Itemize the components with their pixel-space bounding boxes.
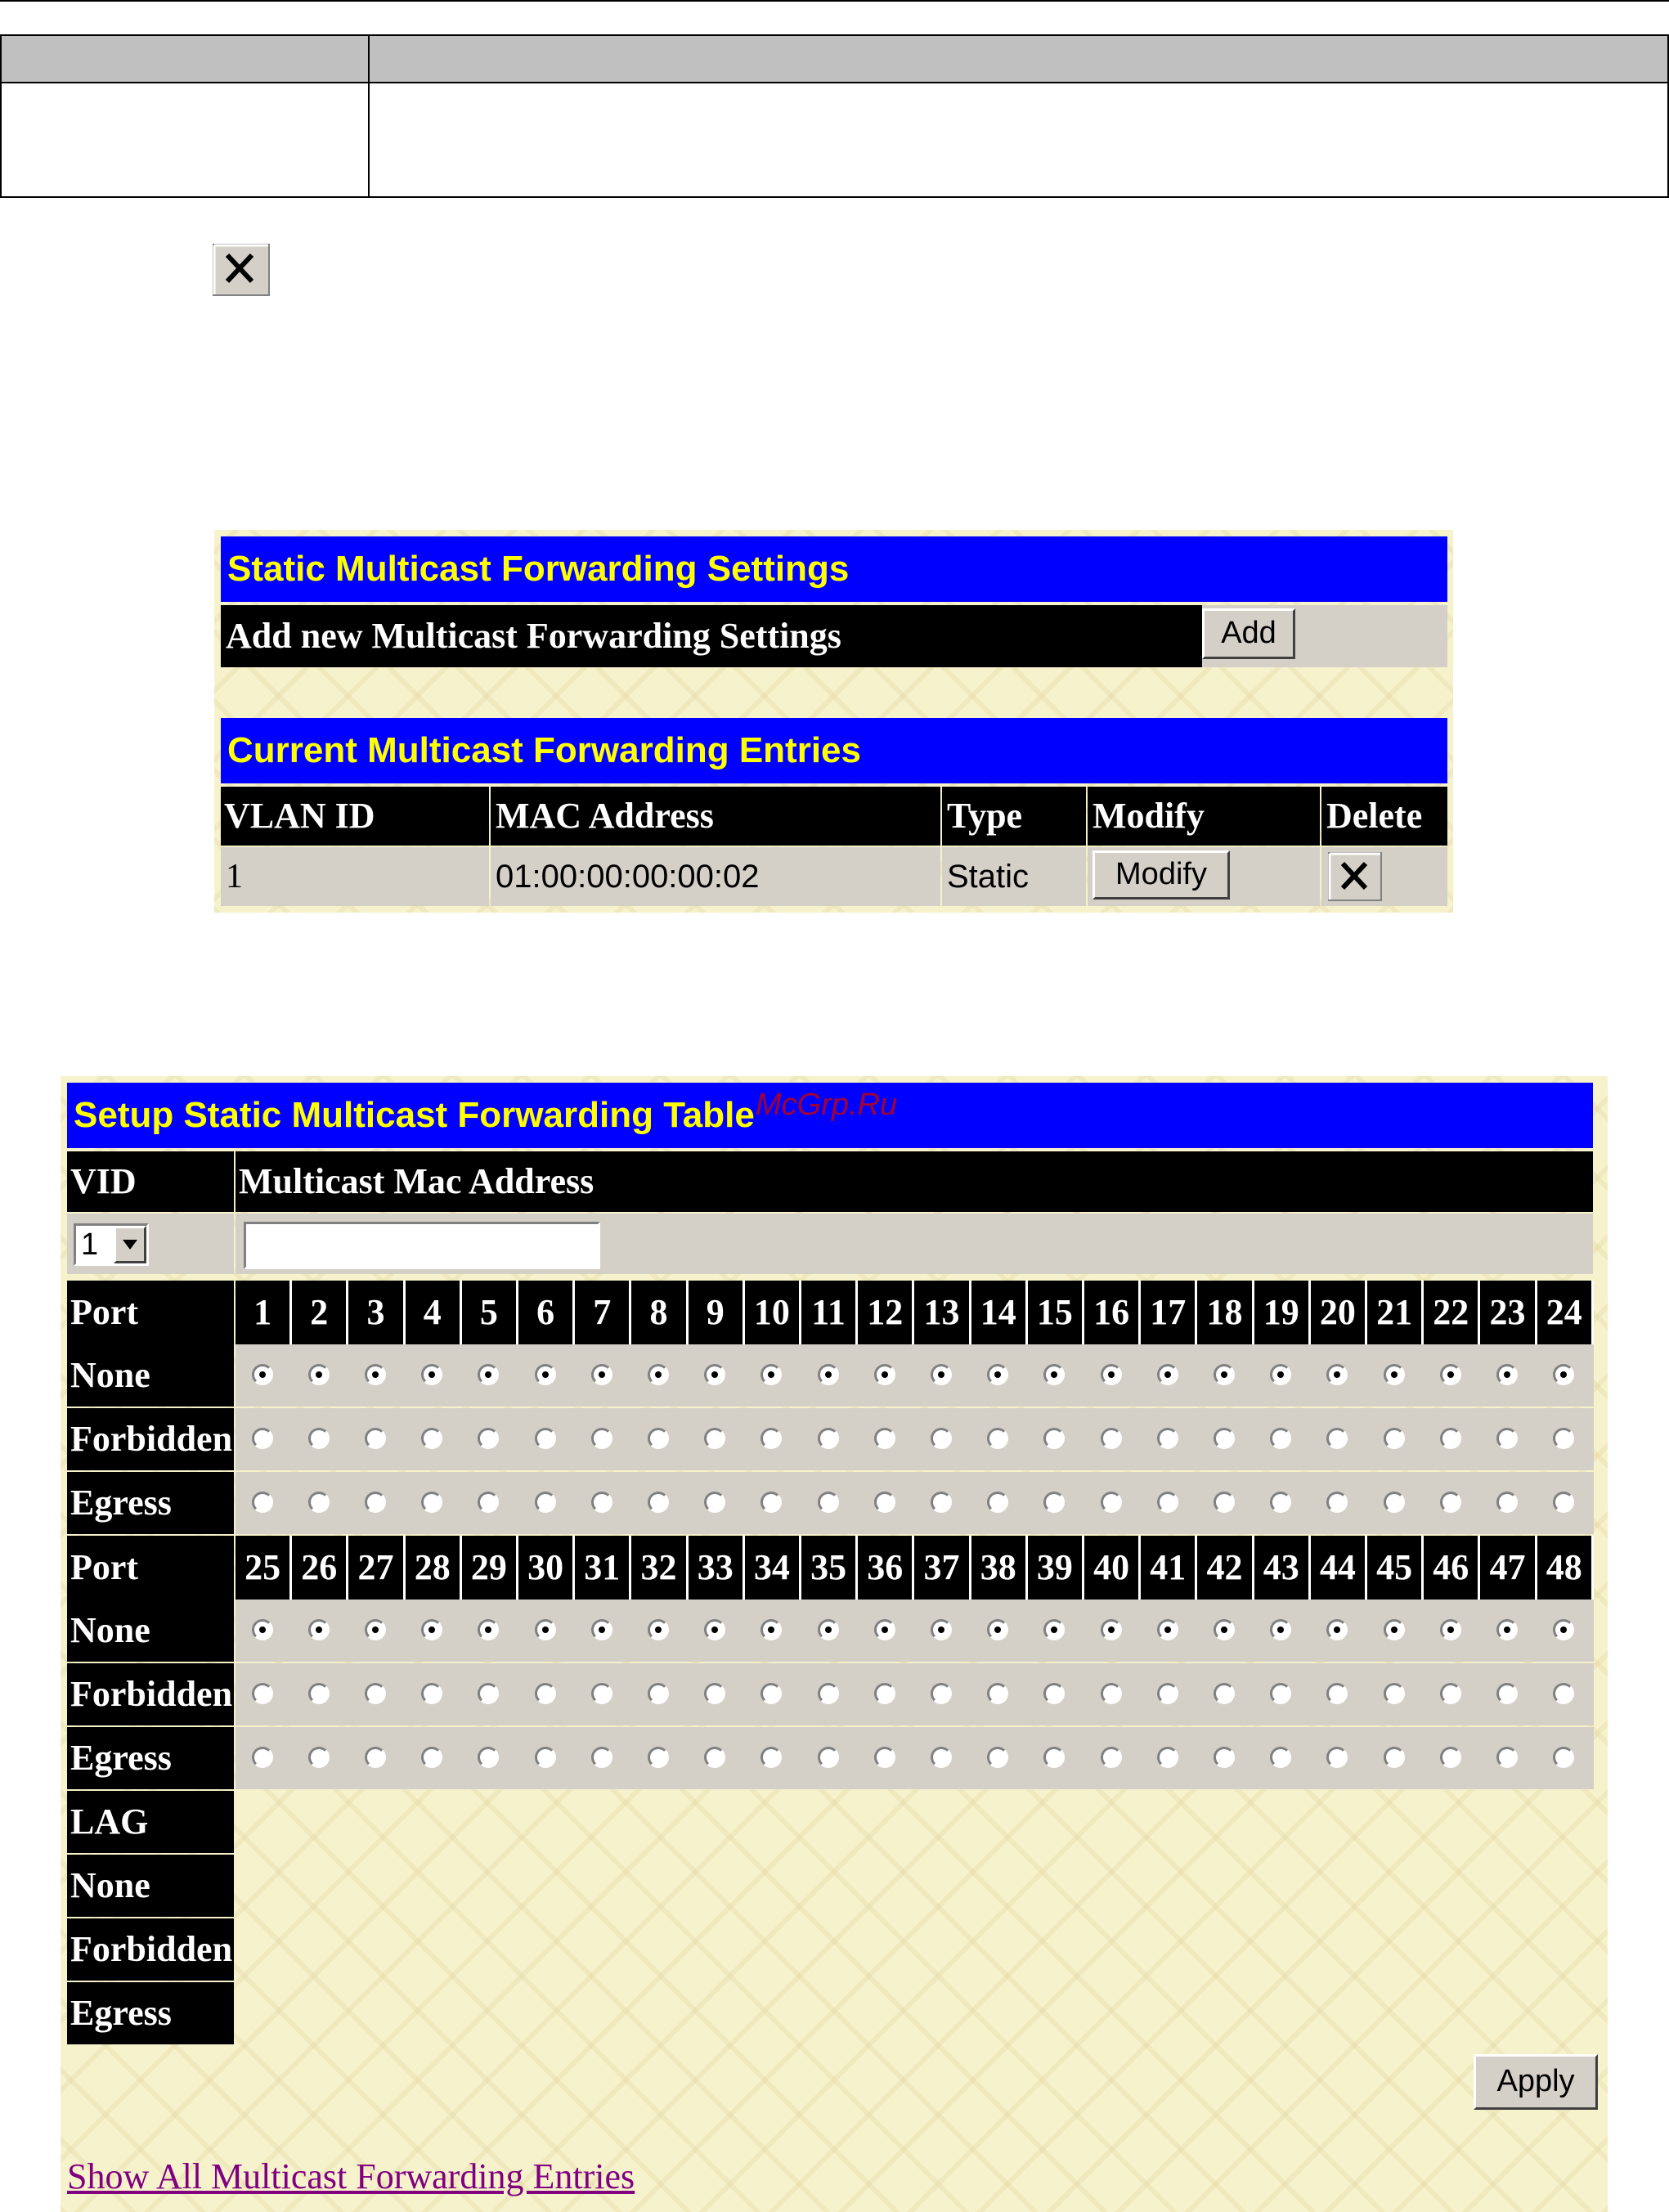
port-egress-radio[interactable] bbox=[421, 1747, 442, 1768]
port-forbidden-radio[interactable] bbox=[1157, 1428, 1178, 1449]
port-forbidden-radio[interactable] bbox=[1553, 1428, 1574, 1449]
port-egress-radio[interactable] bbox=[1101, 1492, 1122, 1513]
port-egress-radio[interactable] bbox=[987, 1747, 1008, 1768]
port-forbidden-radio[interactable] bbox=[535, 1428, 556, 1449]
port-none-radio[interactable] bbox=[421, 1364, 442, 1385]
port-none-radio[interactable] bbox=[874, 1364, 895, 1385]
port-forbidden-radio[interactable] bbox=[818, 1428, 839, 1449]
port-none-radio[interactable] bbox=[365, 1364, 386, 1385]
port-number: 28 bbox=[406, 1536, 462, 1600]
port-forbidden-radio[interactable] bbox=[1270, 1428, 1291, 1449]
port-number: 15 bbox=[1028, 1281, 1084, 1344]
port-egress-radio[interactable] bbox=[704, 1492, 725, 1513]
port-forbidden-radio[interactable] bbox=[1384, 1683, 1405, 1704]
port-number: 21 bbox=[1367, 1281, 1424, 1344]
port-none-radio[interactable] bbox=[818, 1364, 839, 1385]
setup-table-title: Setup Static Multicast Forwarding Table bbox=[67, 1083, 1593, 1148]
port-number: 8 bbox=[631, 1281, 688, 1344]
port-egress-radio[interactable] bbox=[308, 1747, 330, 1768]
port-egress-radio[interactable] bbox=[1440, 1747, 1461, 1768]
vid-header: VID bbox=[67, 1151, 234, 1212]
current-entries-title: Current Multicast Forwarding Entries bbox=[221, 718, 1447, 783]
port-row-label: Port bbox=[67, 1281, 234, 1344]
port-forbidden-radio[interactable] bbox=[704, 1683, 725, 1704]
port-egress-radio[interactable] bbox=[704, 1747, 725, 1768]
port-forbidden-radio[interactable] bbox=[365, 1683, 386, 1704]
port-egress-radio[interactable] bbox=[874, 1747, 895, 1768]
port-egress-radio[interactable] bbox=[648, 1492, 669, 1513]
port-forbidden-radio[interactable] bbox=[648, 1683, 669, 1704]
port-none-radio[interactable] bbox=[308, 1364, 330, 1385]
port-none-radio[interactable] bbox=[987, 1619, 1008, 1640]
port-number: 26 bbox=[292, 1536, 348, 1600]
port-none-radio[interactable] bbox=[648, 1619, 669, 1640]
port-number: 42 bbox=[1197, 1536, 1254, 1600]
port-number: 17 bbox=[1141, 1281, 1197, 1344]
port-number: 5 bbox=[462, 1281, 518, 1344]
port-number: 32 bbox=[631, 1536, 688, 1600]
port-egress-radio[interactable] bbox=[535, 1492, 556, 1513]
static-multicast-panel bbox=[214, 530, 1453, 913]
port-egress-radio[interactable] bbox=[1553, 1492, 1574, 1513]
port-number: 6 bbox=[518, 1281, 575, 1344]
port-none-radio[interactable] bbox=[1553, 1619, 1574, 1640]
port-none-radio[interactable] bbox=[1440, 1364, 1461, 1385]
port-egress-radio[interactable] bbox=[308, 1492, 330, 1513]
port-none-radio[interactable] bbox=[648, 1364, 669, 1385]
port-number: 2 bbox=[292, 1281, 348, 1344]
port-number: 3 bbox=[348, 1281, 405, 1344]
add-settings-label: Add new Multicast Forwarding Settings bbox=[221, 605, 1202, 667]
entry-vlan-id: 1 bbox=[221, 847, 489, 906]
port-forbidden-radio[interactable] bbox=[1440, 1428, 1461, 1449]
port-none-radio[interactable] bbox=[308, 1619, 330, 1640]
port-egress-radio[interactable] bbox=[252, 1747, 273, 1768]
delete-entry-icon[interactable] bbox=[1328, 852, 1382, 901]
top-rule bbox=[0, 0, 1669, 2]
port-number: 31 bbox=[575, 1536, 631, 1600]
multicast-mac-input[interactable] bbox=[244, 1222, 600, 1269]
port-number: 41 bbox=[1141, 1536, 1197, 1600]
port-none-radio[interactable] bbox=[365, 1619, 386, 1640]
port-none-radio[interactable] bbox=[591, 1364, 612, 1385]
port-none-radio[interactable] bbox=[1384, 1619, 1405, 1640]
port-forbidden-radio[interactable] bbox=[591, 1683, 612, 1704]
col-modify: Modify bbox=[1088, 787, 1320, 846]
port-number: 33 bbox=[689, 1536, 745, 1600]
port-forbidden-radio[interactable] bbox=[874, 1683, 895, 1704]
port-none-radio[interactable] bbox=[1384, 1364, 1405, 1385]
port-none-radio[interactable] bbox=[1157, 1364, 1178, 1385]
col-vlan-id: VLAN ID bbox=[221, 787, 489, 846]
watermark-text: McGrp.Ru bbox=[756, 1088, 898, 1122]
port-egress-radio[interactable] bbox=[1384, 1492, 1405, 1513]
port-egress-radio[interactable] bbox=[1553, 1747, 1574, 1768]
port-none-radio[interactable] bbox=[252, 1619, 273, 1640]
vid-select-value: 1 bbox=[81, 1227, 99, 1262]
port-none-radio[interactable] bbox=[874, 1619, 895, 1640]
mode-row-label: Forbidden bbox=[67, 1663, 234, 1725]
lag-egress-label: Egress bbox=[67, 1982, 234, 2044]
port-number: 14 bbox=[971, 1281, 1028, 1344]
port-forbidden-radio[interactable] bbox=[591, 1428, 612, 1449]
doc-table-divider bbox=[368, 36, 370, 196]
port-forbidden-radio[interactable] bbox=[252, 1683, 273, 1704]
port-number: 9 bbox=[689, 1281, 745, 1344]
port-none-radio[interactable] bbox=[818, 1619, 839, 1640]
port-forbidden-radio[interactable] bbox=[308, 1683, 330, 1704]
port-egress-radio[interactable] bbox=[365, 1747, 386, 1768]
port-none-radio[interactable] bbox=[591, 1619, 612, 1640]
port-number: 27 bbox=[348, 1536, 405, 1600]
port-forbidden-radio[interactable] bbox=[1214, 1428, 1235, 1449]
port-none-radio[interactable] bbox=[535, 1364, 556, 1385]
apply-button[interactable]: Apply bbox=[1474, 2054, 1598, 2110]
port-forbidden-radio[interactable] bbox=[987, 1683, 1008, 1704]
port-egress-radio[interactable] bbox=[1270, 1747, 1291, 1768]
port-none-radio[interactable] bbox=[704, 1619, 725, 1640]
entry-type: Static bbox=[942, 847, 1086, 906]
port-none-radio[interactable] bbox=[1496, 1619, 1518, 1640]
port-number: 7 bbox=[575, 1281, 631, 1344]
entry-mac-address: 01:00:00:00:00:02 bbox=[491, 847, 940, 906]
col-type: Type bbox=[942, 787, 1086, 846]
port-number: 36 bbox=[858, 1536, 914, 1600]
port-forbidden-radio[interactable] bbox=[931, 1683, 952, 1704]
port-egress-radio[interactable] bbox=[591, 1492, 612, 1513]
port-forbidden-radio[interactable] bbox=[874, 1428, 895, 1449]
port-forbidden-radio[interactable] bbox=[1270, 1683, 1291, 1704]
port-egress-radio[interactable] bbox=[421, 1492, 442, 1513]
mode-row-label: Egress bbox=[67, 1727, 234, 1789]
port-forbidden-radio[interactable] bbox=[1101, 1428, 1122, 1449]
add-button[interactable]: Add bbox=[1202, 608, 1295, 659]
port-egress-radio[interactable] bbox=[987, 1492, 1008, 1513]
port-forbidden-radio[interactable] bbox=[1101, 1683, 1122, 1704]
port-none-radio[interactable] bbox=[1496, 1364, 1518, 1385]
port-number: 13 bbox=[914, 1281, 971, 1344]
port-forbidden-radio[interactable] bbox=[987, 1428, 1008, 1449]
port-number: 20 bbox=[1311, 1281, 1367, 1344]
port-number: 34 bbox=[745, 1536, 801, 1600]
port-number: 30 bbox=[518, 1536, 575, 1600]
port-number: 22 bbox=[1424, 1281, 1480, 1344]
port-none-radio[interactable] bbox=[1101, 1364, 1122, 1385]
port-egress-radio[interactable] bbox=[1101, 1747, 1122, 1768]
port-none-radio[interactable] bbox=[1214, 1619, 1235, 1640]
port-number: 19 bbox=[1254, 1281, 1311, 1344]
port-forbidden-radio[interactable] bbox=[421, 1683, 442, 1704]
port-forbidden-radio[interactable] bbox=[1157, 1683, 1178, 1704]
port-number: 25 bbox=[236, 1536, 292, 1600]
static-settings-title: Static Multicast Forwarding Settings bbox=[221, 536, 1447, 602]
port-forbidden-radio[interactable] bbox=[535, 1683, 556, 1704]
port-forbidden-radio[interactable] bbox=[648, 1428, 669, 1449]
port-none-radio[interactable] bbox=[535, 1619, 556, 1640]
port-number: 1 bbox=[236, 1281, 292, 1344]
port-egress-radio[interactable] bbox=[252, 1492, 273, 1513]
port-number: 12 bbox=[858, 1281, 914, 1344]
lag-forbidden-label: Forbidden bbox=[67, 1918, 234, 1981]
port-forbidden-radio[interactable] bbox=[365, 1428, 386, 1449]
port-number: 24 bbox=[1537, 1281, 1594, 1344]
port-number: 35 bbox=[801, 1536, 858, 1600]
mode-row-label: Forbidden bbox=[67, 1408, 234, 1470]
port-number: 46 bbox=[1424, 1536, 1480, 1600]
port-forbidden-radio[interactable] bbox=[308, 1428, 330, 1449]
setup-multicast-panel bbox=[61, 1076, 1608, 2212]
port-none-radio[interactable] bbox=[421, 1619, 442, 1640]
port-number: 45 bbox=[1367, 1536, 1424, 1600]
port-none-radio[interactable] bbox=[931, 1619, 952, 1640]
port-number: 16 bbox=[1084, 1281, 1141, 1344]
port-number: 38 bbox=[971, 1536, 1028, 1600]
port-number: 10 bbox=[745, 1281, 801, 1344]
port-egress-radio[interactable] bbox=[648, 1747, 669, 1768]
port-egress-radio[interactable] bbox=[535, 1747, 556, 1768]
port-number: 44 bbox=[1311, 1536, 1367, 1600]
port-number: 18 bbox=[1197, 1281, 1254, 1344]
port-number: 40 bbox=[1084, 1536, 1141, 1600]
port-forbidden-radio[interactable] bbox=[931, 1428, 952, 1449]
vid-select[interactable] bbox=[74, 1223, 149, 1266]
mode-row-label: None bbox=[67, 1344, 234, 1407]
port-number: 39 bbox=[1028, 1536, 1084, 1600]
port-none-radio[interactable] bbox=[1157, 1619, 1178, 1640]
port-egress-radio[interactable] bbox=[1384, 1747, 1405, 1768]
doc-parameter-table bbox=[0, 34, 1669, 198]
col-delete: Delete bbox=[1321, 787, 1447, 846]
port-forbidden-radio[interactable] bbox=[1496, 1683, 1518, 1704]
port-egress-radio[interactable] bbox=[1157, 1747, 1178, 1768]
port-none-radio[interactable] bbox=[987, 1364, 1008, 1385]
port-row-label: Port bbox=[67, 1536, 234, 1600]
port-egress-radio[interactable] bbox=[365, 1492, 386, 1513]
port-egress-radio[interactable] bbox=[591, 1747, 612, 1768]
port-number: 4 bbox=[406, 1281, 462, 1344]
port-egress-radio[interactable] bbox=[931, 1747, 952, 1768]
port-forbidden-radio[interactable] bbox=[1214, 1683, 1235, 1704]
port-egress-radio[interactable] bbox=[1270, 1492, 1291, 1513]
port-egress-radio[interactable] bbox=[874, 1492, 895, 1513]
multicast-mac-header: Multicast Mac Address bbox=[236, 1151, 1593, 1212]
port-number: 43 bbox=[1254, 1536, 1311, 1600]
port-egress-radio[interactable] bbox=[1157, 1492, 1178, 1513]
port-forbidden-radio[interactable] bbox=[1384, 1428, 1405, 1449]
col-mac-address: MAC Address bbox=[491, 787, 940, 846]
port-forbidden-radio[interactable] bbox=[1496, 1428, 1518, 1449]
lag-row-label: LAG bbox=[67, 1791, 234, 1853]
port-forbidden-radio[interactable] bbox=[1440, 1683, 1461, 1704]
chevron-down-icon[interactable] bbox=[114, 1226, 146, 1263]
port-forbidden-radio[interactable] bbox=[818, 1683, 839, 1704]
port-forbidden-radio[interactable] bbox=[1553, 1683, 1574, 1704]
port-number: 23 bbox=[1480, 1281, 1537, 1344]
port-none-radio[interactable] bbox=[1270, 1619, 1291, 1640]
port-none-radio[interactable] bbox=[252, 1364, 273, 1385]
close-icon bbox=[213, 244, 270, 296]
port-number: 11 bbox=[801, 1281, 858, 1344]
port-egress-radio[interactable] bbox=[1214, 1747, 1235, 1768]
port-forbidden-radio[interactable] bbox=[421, 1428, 442, 1449]
port-number: 37 bbox=[914, 1536, 971, 1600]
port-egress-radio[interactable] bbox=[1214, 1492, 1235, 1513]
port-none-radio[interactable] bbox=[1440, 1619, 1461, 1640]
port-none-radio[interactable] bbox=[1214, 1364, 1235, 1385]
port-none-radio[interactable] bbox=[1270, 1364, 1291, 1385]
lag-none-label: None bbox=[67, 1855, 234, 1917]
port-none-radio[interactable] bbox=[1101, 1619, 1122, 1640]
port-egress-radio[interactable] bbox=[931, 1492, 952, 1513]
port-egress-radio[interactable] bbox=[1496, 1747, 1518, 1768]
mode-row-label: Egress bbox=[67, 1472, 234, 1534]
port-egress-radio[interactable] bbox=[818, 1492, 839, 1513]
port-egress-radio[interactable] bbox=[1440, 1492, 1461, 1513]
port-none-radio[interactable] bbox=[1553, 1364, 1574, 1385]
show-all-entries-link[interactable]: Show All Multicast Forwarding Entries bbox=[67, 2156, 635, 2196]
port-egress-radio[interactable] bbox=[818, 1747, 839, 1768]
port-forbidden-radio[interactable] bbox=[252, 1428, 273, 1449]
port-egress-radio[interactable] bbox=[1496, 1492, 1518, 1513]
port-number: 29 bbox=[462, 1536, 518, 1600]
port-number: 48 bbox=[1537, 1536, 1594, 1600]
doc-table-header bbox=[2, 36, 1667, 83]
mode-row-label: None bbox=[67, 1600, 234, 1662]
modify-button[interactable]: Modify bbox=[1092, 850, 1230, 900]
port-forbidden-radio[interactable] bbox=[704, 1428, 725, 1449]
port-number: 47 bbox=[1480, 1536, 1537, 1600]
port-none-radio[interactable] bbox=[931, 1364, 952, 1385]
port-none-radio[interactable] bbox=[704, 1364, 725, 1385]
